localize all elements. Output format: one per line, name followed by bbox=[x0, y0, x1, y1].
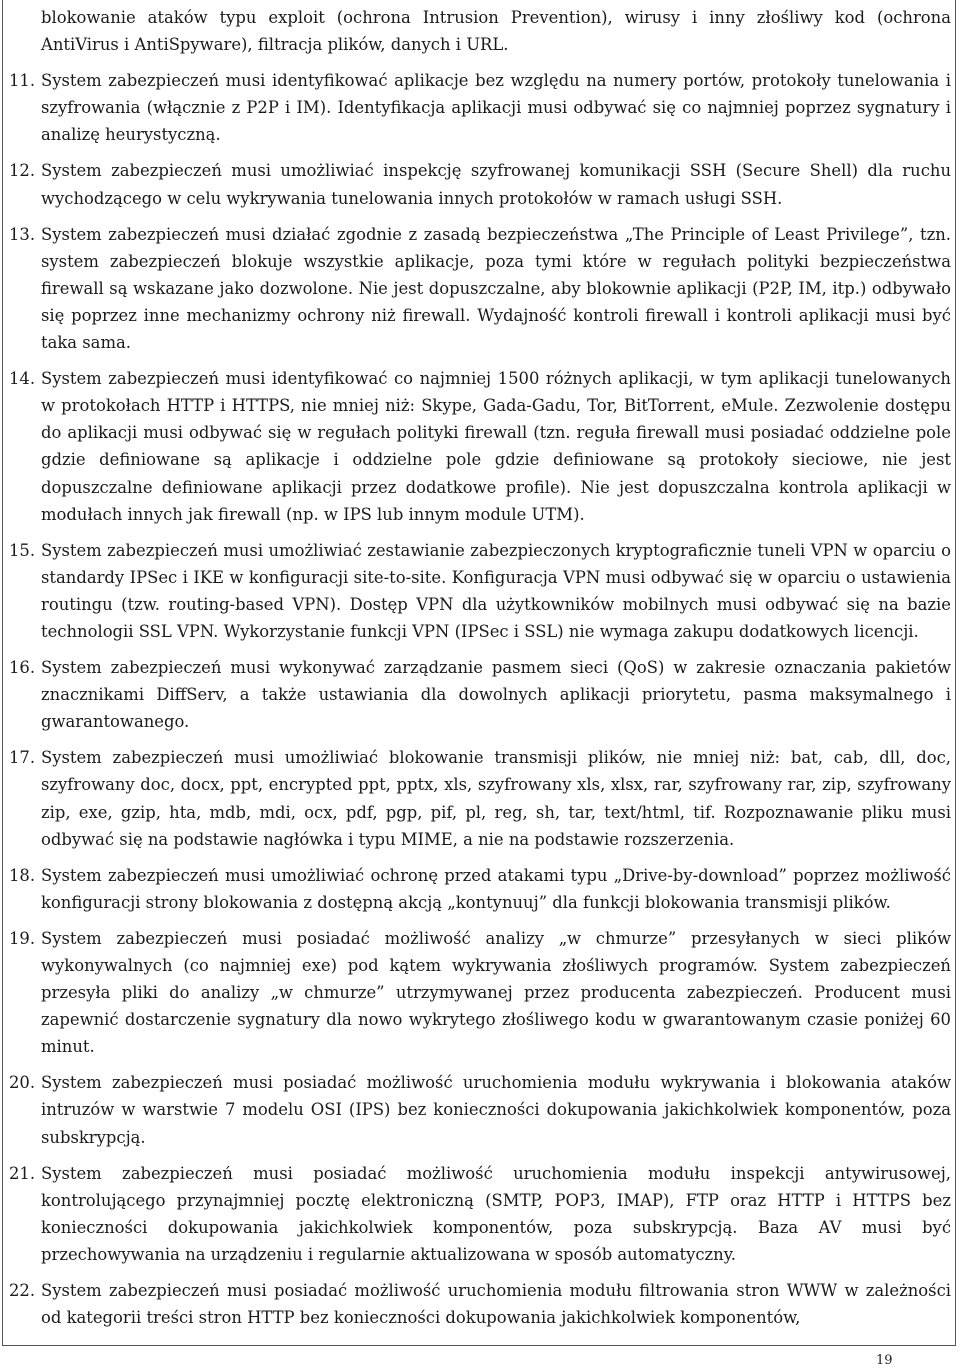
list-item-text: System zabezpieczeń musi umożliwiać ochronę przed atakami typu „Drive-by-download” poprzez możliwość konfiguracji strony blokowania z dostępną akcją „kontynuuj” dla funkcji blokowania transmisji plików. bbox=[41, 865, 951, 912]
list-item-19 bbox=[9, 925, 951, 1060]
list-item-number: 15. bbox=[9, 540, 36, 560]
list-item-number: 22. bbox=[9, 1281, 36, 1301]
list-item-21 bbox=[9, 1160, 951, 1268]
list-item-text: System zabezpieczeń musi posiadać możliwość uruchomienia modułu wykrywania i blokowania ataków intruzów w warstwie 7 modelu OSI (IPS) bez konieczności dokupowania jakichkolwiek komponentów, poza subskrypcją. bbox=[41, 1073, 951, 1147]
list-item-number: 11. bbox=[9, 71, 36, 91]
list-item-text: System zabezpieczeń musi umożliwiać blokowanie transmisji plików, nie mniej niż: bat, cab, dll, doc, szyfrowany doc, docx, ppt, encrypted ppt, pptx, xls, szyfrowany xls, xlsx, rar, szyfrowany rar, zip, szyfrowany zip, exe, gzip, hta, mdb, mdi, ocx, pdf, pgp, pif, pl, reg, sh, tar, text/html, tif. Rozpoznawanie pliku musi odbywać się na podstawie nagłówka i typu MIME, a nie na podstawie rozszerzenia. bbox=[41, 748, 951, 849]
list-item-15 bbox=[9, 537, 951, 645]
list-item-number: 17. bbox=[9, 748, 36, 768]
document-body bbox=[9, 4, 951, 1340]
list-item-text: System zabezpieczeń musi umożliwiać zestawianie zabezpieczonych kryptograficznie tuneli VPN w oparciu o standardy IPSec i IKE w konfiguracji site-to-site. Konfiguracja VPN musi odbywać się w oparciu o ustawienia routingu (tzw. routing-based VPN). Dostęp VPN dla użytkowników mobilnych musi odbywać się na bazie technologii SSL VPN. Wykorzystanie funkcji VPN (IPSec i SSL) nie wymaga zakupu dodatkowych licencji. bbox=[41, 540, 951, 641]
list-item-number: 14. bbox=[9, 369, 36, 389]
list-item-text: System zabezpieczeń musi posiadać możliwość uruchomienia modułu inspekcji antywirusowej, kontrolującego przynajmniej pocztę elektroniczną (SMTP, POP3, IMAP), FTP oraz HTTP i HTTPS bez konieczności dokupowania jakichkolwiek komponentów, poza subskrypcją. Baza AV musi być przechowywania na urządzeniu i regularnie aktualizowana w sposób automatyczny. bbox=[41, 1163, 951, 1264]
list-item-18 bbox=[9, 862, 951, 916]
list-item-16 bbox=[9, 654, 951, 735]
list-item-text: System zabezpieczeń musi posiadać możliwość uruchomienia modułu filtrowania stron WWW w zależności od kategorii treści stron HTTP bez konieczności dokupowania jakichkolwiek komponentów, bbox=[41, 1281, 951, 1328]
list-item-17 bbox=[9, 744, 951, 852]
list-item-text: System zabezpieczeń musi identyfikować aplikacje bez względu na numery portów, protokoły tunelowania i szyfrowania (włącznie z P2P i IM). Identyfikacja aplikacji musi odbywać się co najmniej poprzez sygnatury i analizę heurystyczną. bbox=[41, 71, 951, 145]
list-item-12 bbox=[9, 157, 951, 211]
list-item-text: System zabezpieczeń musi wykonywać zarządzanie pasmem sieci (QoS) w zakresie oznaczania pakietów znacznikami DiffServ, a także ustawiania dla dowolnych aplikacji priorytetu, pasma maksymalnego i gwarantowanego. bbox=[41, 658, 951, 732]
list-item-20 bbox=[9, 1069, 951, 1150]
list-item-text: System zabezpieczeń musi działać zgodnie z zasadą bezpieczeństwa „The Principle of Least Privilege”, tzn. system zabezpieczeń blokuje wszystkie aplikacje, poza tymi które w regułach polityki bezpieczeństwa firewall są wskazane jako dozwolone. Nie jest dopuszczalne, aby blokownie aplikacji (P2P, IM, itp.) odbywało się poprzez inne mechanizmy ochrony niż firewall. Wydajność kontroli firewall i kontroli aplikacji musi być taka sama. bbox=[41, 224, 951, 353]
list-item-text: System zabezpieczeń musi umożliwiać inspekcję szyfrowanej komunikacji SSH (Secure Shell) dla ruchu wychodzącego w celu wykrywania tunelowania innych protokołów w ramach usługi SSH. bbox=[41, 161, 951, 208]
list-item-13 bbox=[9, 221, 951, 356]
list-item-text: System zabezpieczeń musi posiadać możliwość analizy „w chmurze” przesyłanych w sieci plików wykonywalnych (co najmniej exe) pod kątem wykrywania złośliwych programów. System zabezpieczeń przesyła pliki do analizy „w chmurze” utrzymywanej przez producenta zabezpieczeń. Producent musi zapewnić dostarczenie sygnatury dla nowo wykrytego złośliwego kodu w gwarantowanym czasie poniżej 60 minut. bbox=[41, 928, 951, 1057]
list-item-number: 16. bbox=[9, 658, 36, 678]
list-item-text: System zabezpieczeń musi identyfikować co najmniej 1500 różnych aplikacji, w tym aplikacji tunelowanych w protokołach HTTP i HTTPS, nie mniej niż: Skype, Gada-Gadu, Tor, BitTorrent, eMule. Zezwolenie dostępu do aplikacji musi odbywać się w regułach polityki firewall (tzn. reguła firewall musi posiadać oddzielne pole gdzie definiowane są aplikacje i oddzielne pole gdzie definiowane są protokoły sieciowe, nie jest dopuszczalne definiowane aplikacji przez dodatkowe profile). Nie jest dopuszczalna kontrola aplikacji w modułach innych jak firewall (np. w IPS lub innym module UTM). bbox=[41, 369, 951, 524]
list-item-22 bbox=[9, 1277, 951, 1331]
list-item-number: 18. bbox=[9, 865, 36, 885]
page-number: 19 bbox=[876, 1353, 893, 1368]
list-item-number: 13. bbox=[9, 224, 36, 244]
list-item-number: 12. bbox=[9, 161, 36, 181]
list-item-11 bbox=[9, 67, 951, 148]
list-item-number: 20. bbox=[9, 1073, 36, 1093]
list-item-number: 21. bbox=[9, 1163, 36, 1183]
list-item-number: 19. bbox=[9, 928, 36, 948]
list-item-14 bbox=[9, 365, 951, 528]
lead-paragraph: blokowanie ataków typu exploit (ochrona Intrusion Prevention), wirusy i inny złośliwy kod (ochrona AntiVirus i AntiSpyware), filtracja plików, danych i URL. bbox=[41, 8, 951, 55]
